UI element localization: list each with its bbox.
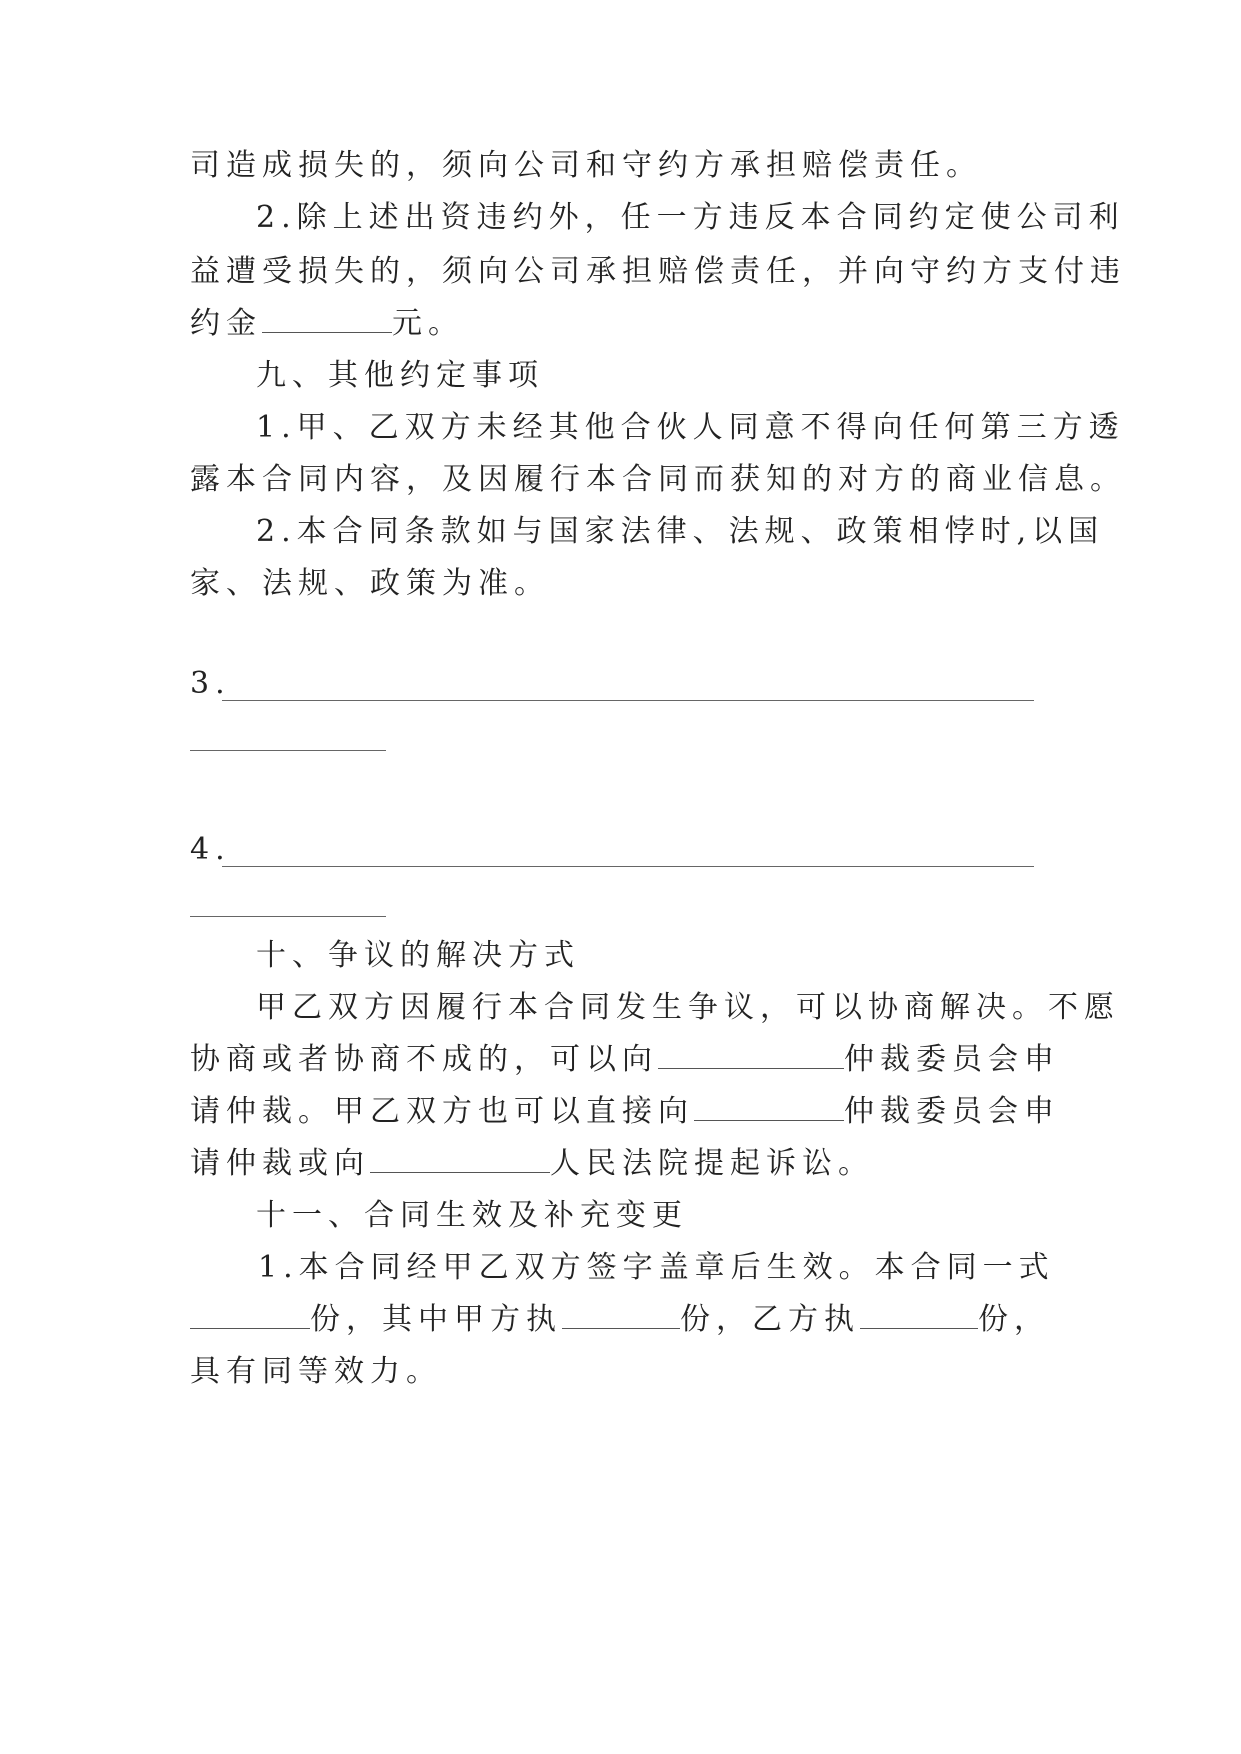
fill-blank[interactable] xyxy=(370,1146,550,1173)
line-text: 请仲裁。甲乙双方也可以直接向 xyxy=(190,1094,694,1129)
fill-blank[interactable] xyxy=(694,1094,844,1121)
paragraph-line: 司造成损失的，须向公司和守约方承担赔偿责任。 xyxy=(190,148,982,183)
line-text: 约金 xyxy=(190,306,262,341)
section-heading: 九、其他约定事项 xyxy=(256,358,544,393)
line-text: 份，乙方执 xyxy=(680,1302,860,1337)
line-text: 仲裁委员会申 xyxy=(844,1042,1060,1077)
line-text: 仲裁委员会申 xyxy=(844,1094,1060,1129)
line-text: 份，其中甲方执 xyxy=(310,1302,562,1337)
fill-blank[interactable] xyxy=(860,1302,978,1329)
paragraph-line xyxy=(190,1092,1060,1132)
paragraph-line xyxy=(190,1300,1050,1340)
fill-line[interactable] xyxy=(222,700,1034,701)
paragraph-line: 益遭受损失的，须向公司承担赔偿责任，并向守约方支付违 xyxy=(190,254,1126,289)
line-text: 请仲裁或向 xyxy=(190,1146,370,1181)
fill-line[interactable] xyxy=(222,866,1034,867)
fill-blank[interactable] xyxy=(658,1042,844,1069)
paragraph-line xyxy=(190,1040,1060,1080)
item-number: 3. xyxy=(190,666,231,701)
paragraph-line xyxy=(190,304,464,344)
line-text: 人民法院提起诉讼。 xyxy=(550,1146,874,1181)
paragraph-line: 2.本合同条款如与国家法律、法规、政策相悖时,以国 xyxy=(256,514,1105,549)
paragraph-line: 1.甲、乙双方未经其他合伙人同意不得向任何第三方透 xyxy=(256,410,1125,445)
paragraph-line: 家、法规、政策为准。 xyxy=(190,566,550,601)
fill-line[interactable] xyxy=(190,916,386,917)
fill-line[interactable] xyxy=(190,750,386,751)
paragraph-line: 具有同等效力。 xyxy=(190,1354,442,1389)
paragraph-line xyxy=(190,1144,874,1184)
paragraph-line: 露本合同内容，及因履行本合同而获知的对方的商业信息。 xyxy=(190,462,1126,497)
fill-blank[interactable] xyxy=(262,306,392,333)
fill-blank[interactable] xyxy=(562,1302,680,1329)
section-heading: 十一、合同生效及补充变更 xyxy=(256,1198,688,1233)
paragraph-line: 甲乙双方因履行本合同发生争议，可以协商解决。不愿 xyxy=(256,990,1120,1025)
fill-blank[interactable] xyxy=(190,1302,310,1329)
paragraph-line: 1.本合同经甲乙双方签字盖章后生效。本合同一式 xyxy=(258,1250,1055,1285)
line-text: 元。 xyxy=(392,306,464,341)
paragraph-line: 2.除上述出资违约外，任一方违反本合同约定使公司利 xyxy=(256,200,1125,235)
item-number: 4. xyxy=(190,832,231,867)
section-heading: 十、争议的解决方式 xyxy=(256,938,580,973)
line-text: 协商或者协商不成的，可以向 xyxy=(190,1042,658,1077)
line-text: 份， xyxy=(978,1302,1050,1337)
